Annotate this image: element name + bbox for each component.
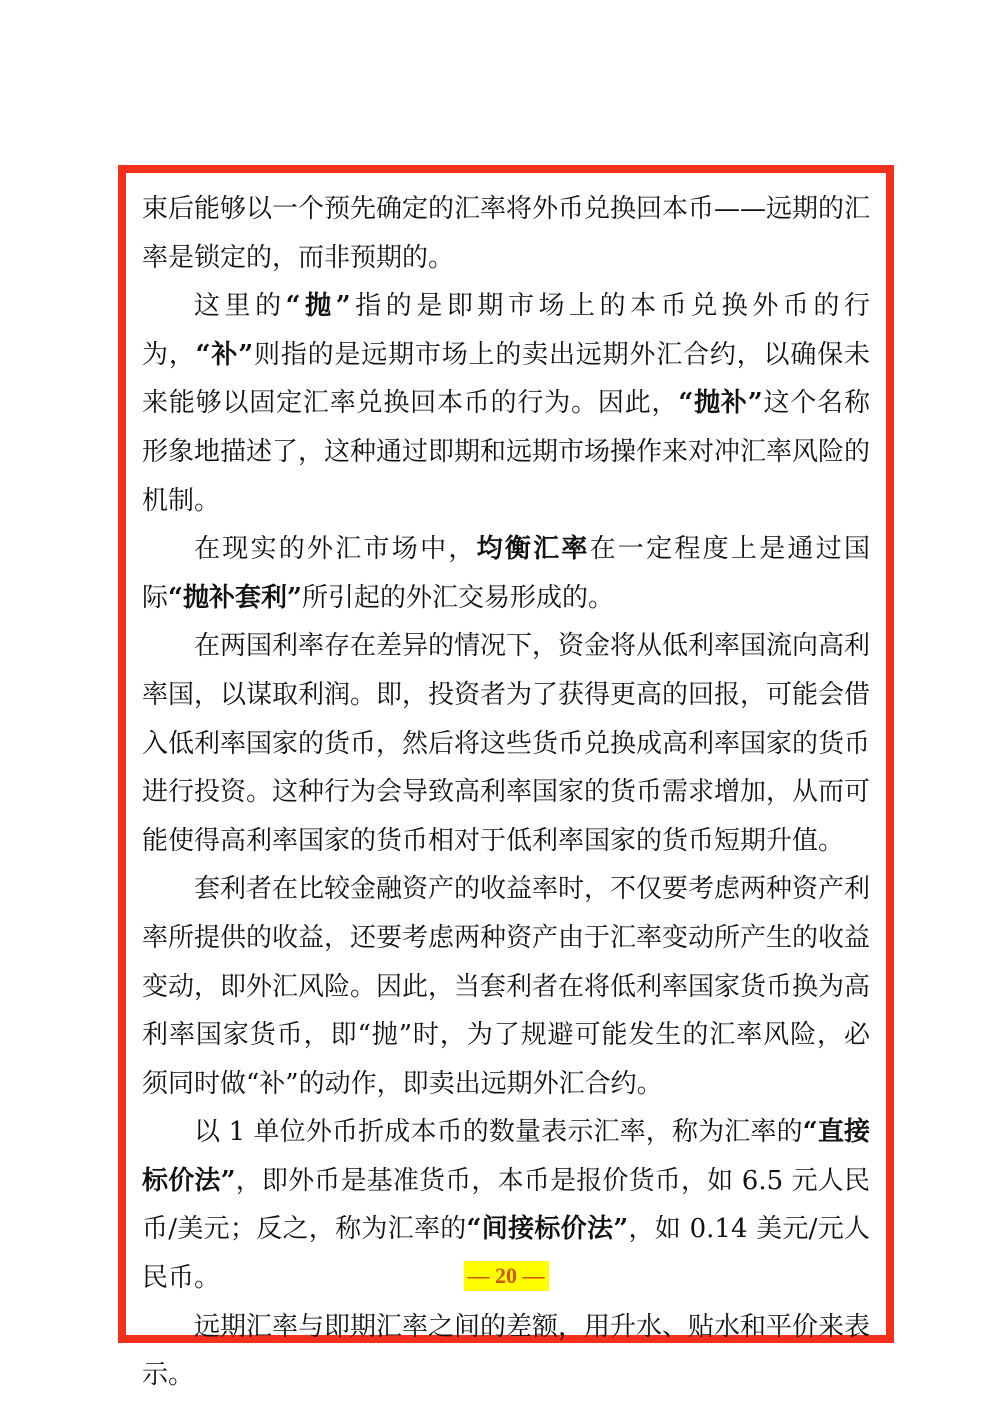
paragraph-1 [142, 185, 870, 282]
term-bu: “补” [195, 339, 254, 370]
paragraph-4-text: 在两国利率存在差异的情况下，资金将从低利率国流向高利率国，以谋取利润。即，投资者为了获得更高的回报，可能会借入低利率国家的货币，然后将这些货币兑换成高利率国家的货币进行投资。这种行为会导致高利率国家的货币需求增加，从而可能使得高利率国家的货币相对于低利率国家的货币短期升值。 [142, 631, 871, 856]
term-equilibrium-rate: 均衡汇率 [476, 534, 590, 565]
term-covered-arbitrage: “抛补套利” [168, 582, 302, 613]
page-border-frame [118, 165, 894, 1391]
paragraph-3-text-c: 在一定程度上是通过国际 [142, 534, 870, 613]
paragraph-2-text-g: 这个名称形象地描述了，这种通过即期和远期市场操作来对冲汇率风险的机制。 [142, 388, 871, 516]
paragraph-4 [142, 622, 870, 865]
paragraph-2-text-a: 这里的 [194, 291, 286, 322]
paragraph-5-text: 套利者在比较金融资产的收益率时，不仅要考虑两种资产利率所提供的收益，还要考虑两种资产由于汇率变动所产生的收益变动，即外汇风险。因此，当套利者在将低利率国家货币换为高利率国家货币，即“抛”时，为了规避可能发生的汇率风险，必须同时做“补”的动作，即卖出远期外汇合约。 [142, 874, 871, 1099]
paragraph-3 [142, 525, 870, 622]
paragraph-1-text: 束后能够以一个预先确定的汇率将外币兑换回本币——远期的汇率是锁定的，而非预期的。 [142, 194, 871, 273]
page-number [126, 1261, 886, 1291]
term-pao: “抛” [285, 291, 351, 322]
paragraph-3-text-a: 在现实的外汇市场中， [194, 534, 477, 565]
paragraph-3-text-e: 所引起的外汇交易形成的。 [301, 582, 614, 613]
paragraph-2-text-c: 指的是即期市场上的本币兑换外币的行为， [142, 291, 870, 370]
page-number-label: — 20 — [464, 1261, 549, 1291]
paragraph-6-text-a: 以 1 单位外币折成本币的数量表示汇率，称为汇率的 [194, 1117, 803, 1148]
term-indirect-quotation: “间接标价法” [466, 1214, 629, 1245]
paragraph-7-text: 远期汇率与即期汇率之间的差额，用升水、贴水和平价来表示。 [142, 1311, 871, 1391]
document-body [142, 185, 870, 1400]
paragraph-2-text-e: 则指的是远期市场上的卖出远期外汇合约，以确保未来能够以固定汇率兑换回本币的行为。因此， [142, 339, 870, 419]
term-paobu: “抛补” [678, 388, 763, 419]
paragraph-6-text-c: ，即外币是基准货币，本币是报价货币，如 6.5 元人民币/美元；反之，称为汇率的 [142, 1165, 870, 1245]
paragraph-7 [142, 1303, 870, 1400]
paragraph-6-text-e: ，如 0.14 美元/元人民币。 [142, 1214, 870, 1294]
term-direct-quotation: “直接标价法” [142, 1117, 870, 1196]
paragraph-5 [142, 865, 870, 1108]
paragraph-2 [142, 282, 870, 525]
